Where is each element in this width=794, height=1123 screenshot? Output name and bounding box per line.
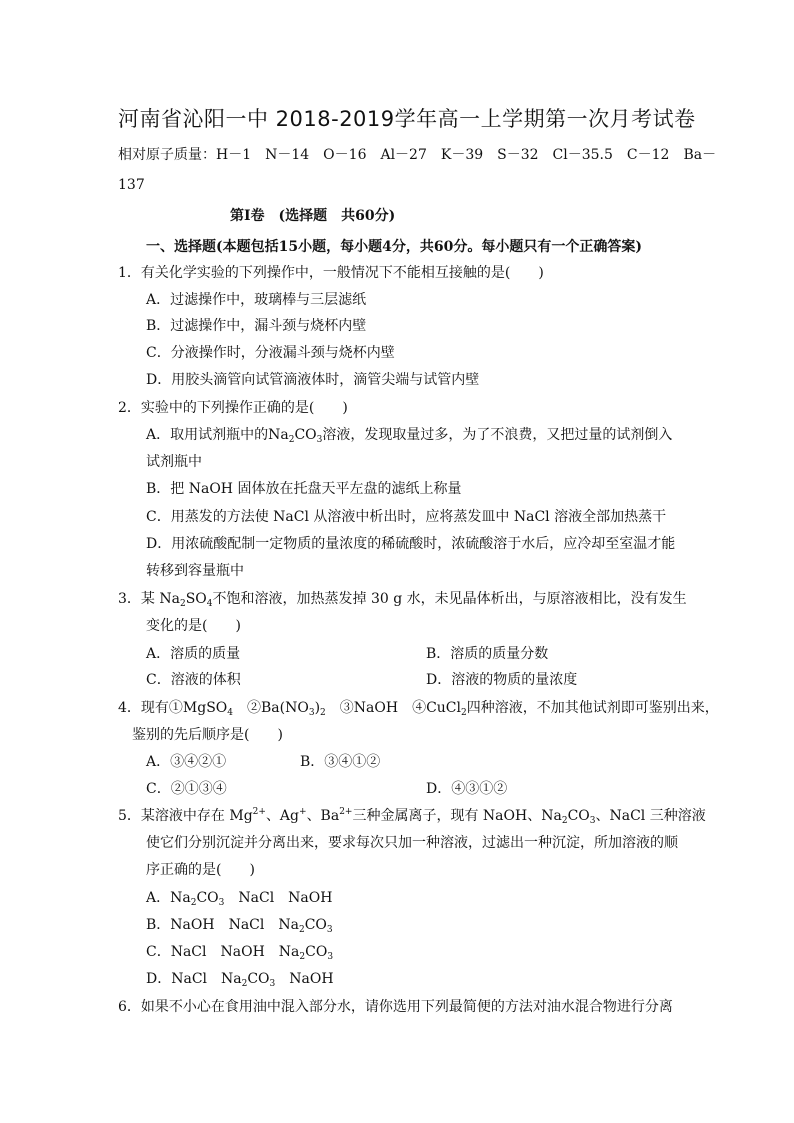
question-1-option-d: D．用胶头滴管向试管滴液体时，滴管尖端与试管内壁 xyxy=(146,372,480,388)
question-5-stem: 5．某溶液中存在 $Mg^{2+}$、Ag+、$Ba^{2+}$三种金属离子，现有 NaOH、$Na_2CO_3$、NaCl 三种溶液 xyxy=(118,807,706,826)
question-2-option-a-cont: 试剂瓶中 xyxy=(146,454,202,470)
exam-title: 河南省沁阳一中 2018-2019学年高一上学期第一次月考试卷 xyxy=(118,107,696,131)
question-2-option-d-cont: 转移到容量瓶中 xyxy=(146,563,244,579)
question-4-stem-cont: 鉴别的先后顺序是( ) xyxy=(132,727,283,743)
question-3-option-b: B．溶质的质量分数 xyxy=(426,646,549,662)
question-3-option-c: C．溶液的体积 xyxy=(146,672,241,688)
question-5-stem-cont-1: 使它们分别沉淀并分离出来，要求每次只加一种溶液，过滤出一种沉淀，所加溶液的顺 xyxy=(146,835,678,851)
question-5-option-a: A．$Na_2CO_3$ NaCl NaOH xyxy=(146,890,333,908)
question-2-option-a: A．取用试剂瓶中的$Na_2CO_3$溶液，发现取量过多，为了不浪费，又把过量的试剂倒入 xyxy=(146,427,673,445)
question-5-option-b: B．NaOH NaCl $Na_2CO_3$ xyxy=(146,917,333,935)
question-1-option-b: B．过滤操作中，漏斗颈与烧杯内壁 xyxy=(146,318,367,334)
question-1-stem: 1．有关化学实验的下列操作中，一般情况下不能相互接触的是( ) xyxy=(118,265,544,281)
question-4-option-b: B．③④①② xyxy=(300,754,381,770)
volume-heading: 第Ⅰ卷 (选择题 共60分) xyxy=(230,208,396,224)
question-3-stem-cont: 变化的是( ) xyxy=(146,618,241,634)
atomic-mass-line-cont: 137 xyxy=(118,177,145,193)
question-4-option-c: C．②①③④ xyxy=(146,781,227,797)
question-4-stem: 4．现有①MgSO$_4$ $②Ba(NO_3)_2$ ③NaOH ④CuCl$_2$四种溶液，不加其他试剂即可鉴别出来， xyxy=(118,700,719,718)
question-3-stem: 3．某 $Na_2SO_4$不饱和溶液，加热蒸发掉 30 g 水，未见晶体析出，与原溶液相比，没有发生 xyxy=(118,591,687,609)
question-2-option-d: D．用浓硫酸配制一定物质的量浓度的稀硫酸时，浓硫酸溶于水后，应冷却至室温才能 xyxy=(146,536,676,552)
question-5-option-d: D．NaCl $Na_2CO_3$ NaOH xyxy=(146,971,334,989)
question-2-option-b: B．把 NaOH 固体放在托盘天平左盘的滤纸上称量 xyxy=(146,481,462,497)
question-1-option-a: A．过滤操作中，玻璃棒与三层滤纸 xyxy=(146,292,367,308)
question-1-option-c: C．分液操作时，分液漏斗颈与烧杯内壁 xyxy=(146,345,395,361)
question-3-option-a: A．溶质的质量 xyxy=(146,646,241,662)
question-2-stem: 2．实验中的下列操作正确的是( ) xyxy=(118,400,348,416)
question-4-option-a: A．③④②① xyxy=(146,754,227,770)
atomic-mass-line: 相对原子质量：H－1 N－14 O－16 Al－27 K－39 S－32 Cl－35.5 C－12 Ba－ xyxy=(118,147,717,163)
question-3-option-d: D．溶液的物质的量浓度 xyxy=(426,672,578,688)
question-2-option-c: C．用蒸发的方法使 NaCl 从溶液中析出时，应将蒸发皿中 NaCl 溶液全部加热蒸干 xyxy=(146,509,667,525)
question-6-stem: 6．如果不小心在食用油中混入部分水，请你选用下列最简便的方法对油水混合物进行分离 xyxy=(118,999,673,1015)
section-instruction: 一、选择题(本题包括15小题，每小题4分，共60分。每小题只有一个正确答案) xyxy=(146,239,642,255)
question-5-stem-cont-2: 序正确的是( ) xyxy=(146,862,255,878)
question-5-option-c: C．NaCl NaOH $Na_2CO_3$ xyxy=(146,944,334,962)
question-4-option-d: D．④③①② xyxy=(426,781,508,797)
